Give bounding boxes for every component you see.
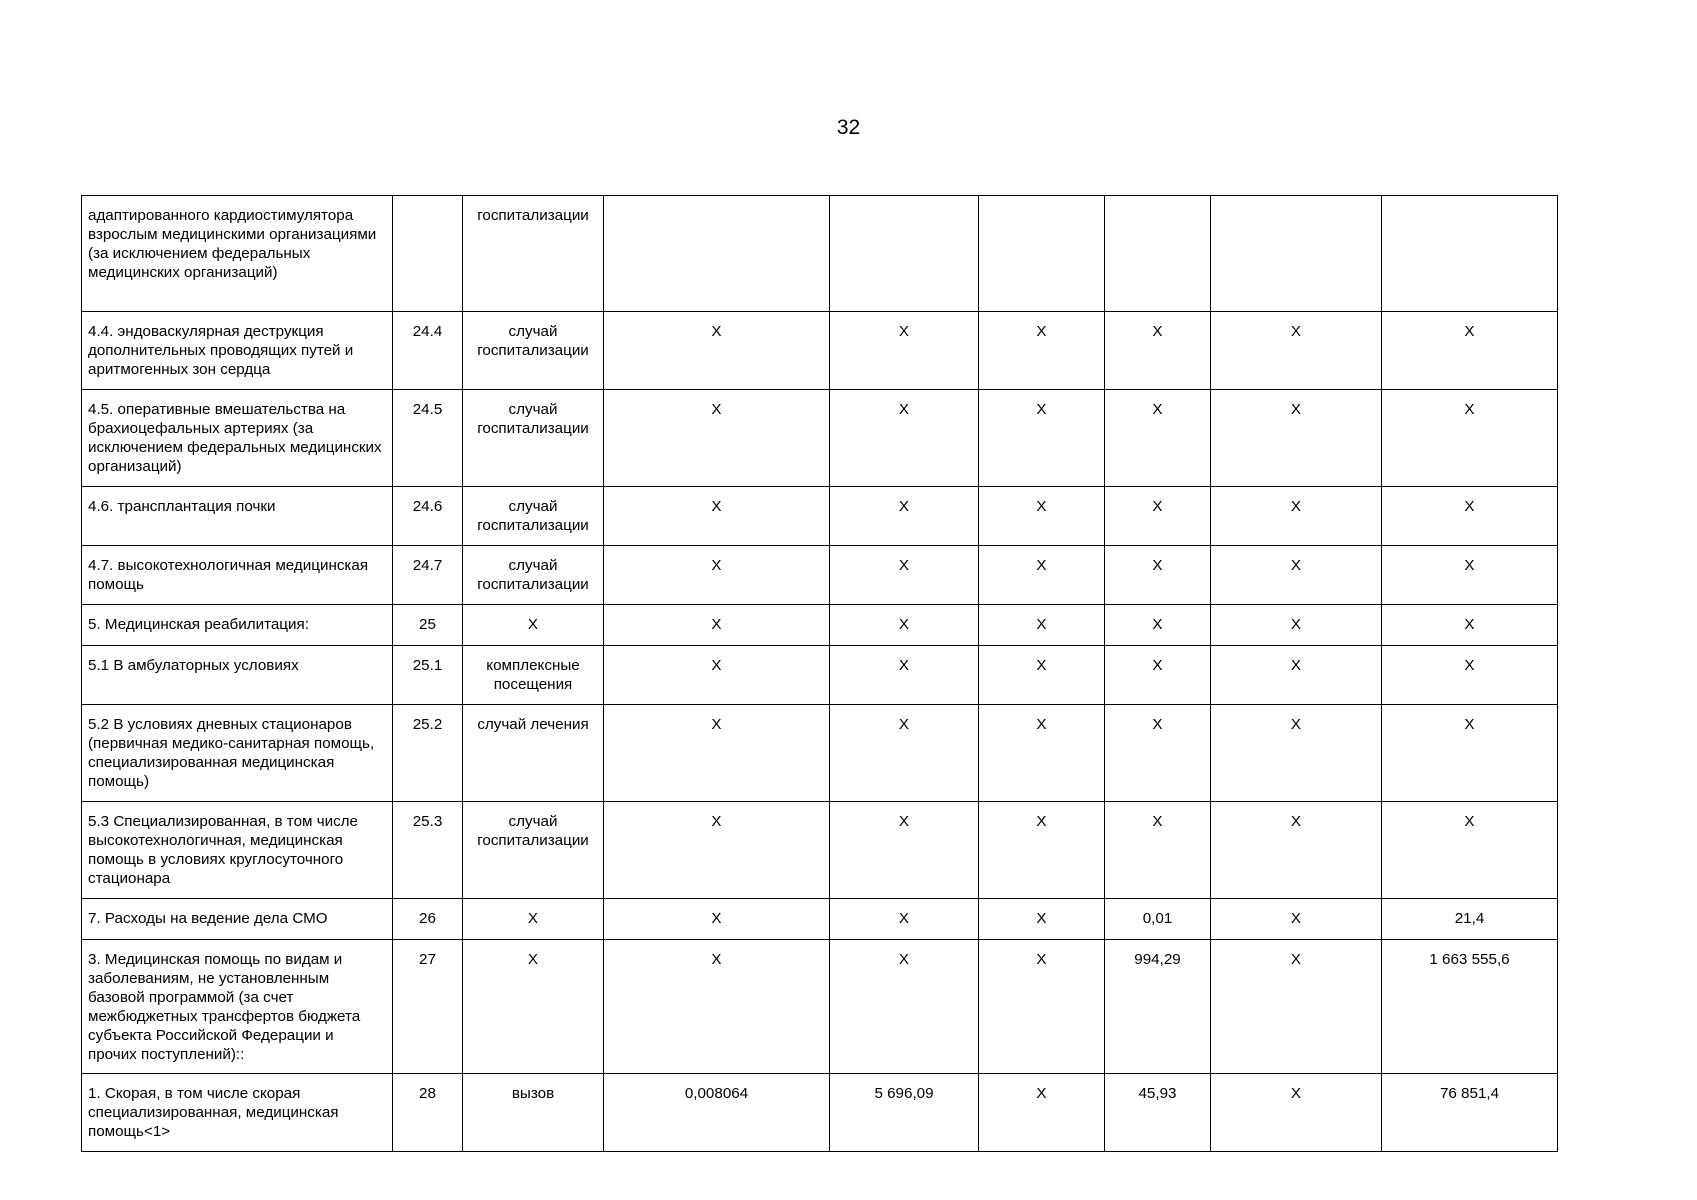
value-cell: X [830, 605, 979, 646]
value-cell: X [604, 312, 830, 390]
value-cell [1382, 196, 1558, 312]
value-cell: X [1211, 312, 1382, 390]
value-cell: X [1211, 646, 1382, 705]
value-cell: X [1105, 705, 1211, 802]
value-cell: X [830, 899, 979, 940]
table-row [82, 1074, 1558, 1152]
value-cell: X [1382, 312, 1558, 390]
table-row [82, 605, 1558, 646]
value-cell: X [604, 646, 830, 705]
value-cell: X [830, 390, 979, 487]
row-unit-cell: случай госпитализации [463, 390, 604, 487]
row-code-cell [393, 196, 463, 312]
row-code-cell: 24.4 [393, 312, 463, 390]
value-cell: X [1382, 487, 1558, 546]
value-cell: X [604, 705, 830, 802]
value-cell: X [830, 705, 979, 802]
value-cell [830, 196, 979, 312]
value-cell: 76 851,4 [1382, 1074, 1558, 1152]
value-cell: X [1211, 390, 1382, 487]
value-cell: 21,4 [1382, 899, 1558, 940]
value-cell: X [1382, 546, 1558, 605]
row-name-cell: 5. Медицинская реабилитация: [82, 605, 393, 646]
value-cell: 994,29 [1105, 940, 1211, 1074]
row-unit-cell: случай госпитализации [463, 312, 604, 390]
table-row [82, 546, 1558, 605]
table-body [82, 196, 1558, 1152]
value-cell [1105, 196, 1211, 312]
value-cell [979, 196, 1105, 312]
value-cell: X [604, 546, 830, 605]
row-unit-cell: X [463, 899, 604, 940]
value-cell: X [830, 646, 979, 705]
row-code-cell: 25 [393, 605, 463, 646]
value-cell: X [604, 802, 830, 899]
row-unit-cell: X [463, 605, 604, 646]
value-cell: X [1105, 312, 1211, 390]
value-cell: 0,01 [1105, 899, 1211, 940]
table-row [82, 312, 1558, 390]
row-code-cell: 24.6 [393, 487, 463, 546]
row-name-cell: 7. Расходы на ведение дела СМО [82, 899, 393, 940]
value-cell: X [1211, 546, 1382, 605]
row-name-cell: 5.1 В амбулаторных условиях [82, 646, 393, 705]
page-number: 32 [836, 116, 861, 139]
value-cell: 5 696,09 [830, 1074, 979, 1152]
table-row [82, 196, 1558, 312]
table-row [82, 487, 1558, 546]
value-cell: X [1105, 605, 1211, 646]
row-code-cell: 25.3 [393, 802, 463, 899]
row-unit-cell: случай лечения [463, 705, 604, 802]
value-cell: X [1382, 802, 1558, 899]
value-cell: X [979, 605, 1105, 646]
value-cell: X [979, 1074, 1105, 1152]
row-code-cell: 26 [393, 899, 463, 940]
row-name-cell: 5.2 В условиях дневных стационаров (первичная медико-санитарная помощь, специализированная медицинская помощь) [82, 705, 393, 802]
row-unit-cell: случай госпитализации [463, 546, 604, 605]
value-cell: X [979, 546, 1105, 605]
value-cell: X [1211, 899, 1382, 940]
value-cell: X [1382, 646, 1558, 705]
value-cell: X [979, 899, 1105, 940]
table-row [82, 802, 1558, 899]
row-unit-cell: госпитализации [463, 196, 604, 312]
value-cell: X [604, 605, 830, 646]
row-name-cell: 1. Скорая, в том числе скорая специализированная, медицинская помощь<1> [82, 1074, 393, 1152]
value-cell: X [1105, 646, 1211, 705]
value-cell: X [979, 487, 1105, 546]
value-cell: X [830, 802, 979, 899]
value-cell: X [1211, 940, 1382, 1074]
value-cell: X [604, 940, 830, 1074]
value-cell: X [1105, 802, 1211, 899]
value-cell: X [979, 705, 1105, 802]
value-cell: X [604, 899, 830, 940]
row-code-cell: 25.2 [393, 705, 463, 802]
row-unit-cell: вызов [463, 1074, 604, 1152]
row-code-cell: 25.1 [393, 646, 463, 705]
value-cell: 45,93 [1105, 1074, 1211, 1152]
value-cell: X [979, 312, 1105, 390]
value-cell: X [1211, 487, 1382, 546]
value-cell: X [979, 940, 1105, 1074]
row-name-cell: адаптированного кардиостимулятора взрослым медицинскими организациями (за исключением федеральных медицинских организаций) [82, 196, 393, 312]
value-cell: X [1211, 605, 1382, 646]
row-name-cell: 4.6. трансплантация почки [82, 487, 393, 546]
table-row [82, 646, 1558, 705]
value-cell: X [1105, 546, 1211, 605]
row-name-cell: 4.5. оперативные вмешательства на брахиоцефальных артериях (за исключением федеральных медицинских организаций) [82, 390, 393, 487]
row-name-cell: 5.3 Специализированная, в том числе высокотехнологичная, медицинская помощь в условиях круглосуточного стационара [82, 802, 393, 899]
value-cell: X [604, 487, 830, 546]
row-code-cell: 28 [393, 1074, 463, 1152]
row-code-cell: 24.5 [393, 390, 463, 487]
row-code-cell: 27 [393, 940, 463, 1074]
value-cell: 0,008064 [604, 1074, 830, 1152]
value-cell: X [830, 312, 979, 390]
value-cell: X [1211, 705, 1382, 802]
value-cell: X [979, 646, 1105, 705]
value-cell: X [1382, 605, 1558, 646]
value-cell: X [604, 390, 830, 487]
value-cell [1211, 196, 1382, 312]
value-cell: X [1105, 390, 1211, 487]
row-unit-cell: комплексные посещения [463, 646, 604, 705]
value-cell: X [1211, 802, 1382, 899]
table-row [82, 940, 1558, 1074]
row-name-cell: 4.7. высокотехнологичная медицинская помощь [82, 546, 393, 605]
row-unit-cell: случай госпитализации [463, 802, 604, 899]
value-cell: X [830, 940, 979, 1074]
row-name-cell: 4.4. эндоваскулярная деструкция дополнительных проводящих путей и аритмогенных зон сердца [82, 312, 393, 390]
table-row [82, 899, 1558, 940]
data-table [81, 195, 1558, 1152]
value-cell: 1 663 555,6 [1382, 940, 1558, 1074]
row-unit-cell: случай госпитализации [463, 487, 604, 546]
value-cell: X [1382, 705, 1558, 802]
value-cell: X [1382, 390, 1558, 487]
value-cell: X [1211, 1074, 1382, 1152]
row-code-cell: 24.7 [393, 546, 463, 605]
value-cell: X [830, 487, 979, 546]
value-cell: X [830, 546, 979, 605]
row-unit-cell: X [463, 940, 604, 1074]
row-name-cell: 3. Медицинская помощь по видам и заболеваниям, не установленным базовой программой (за счет межбюджетных трансфертов бюджета субъекта Российской Федерации и прочих поступлений):: [82, 940, 393, 1074]
table-row [82, 390, 1558, 487]
value-cell [604, 196, 830, 312]
value-cell: X [1105, 487, 1211, 546]
value-cell: X [979, 802, 1105, 899]
table-row [82, 705, 1558, 802]
value-cell: X [979, 390, 1105, 487]
